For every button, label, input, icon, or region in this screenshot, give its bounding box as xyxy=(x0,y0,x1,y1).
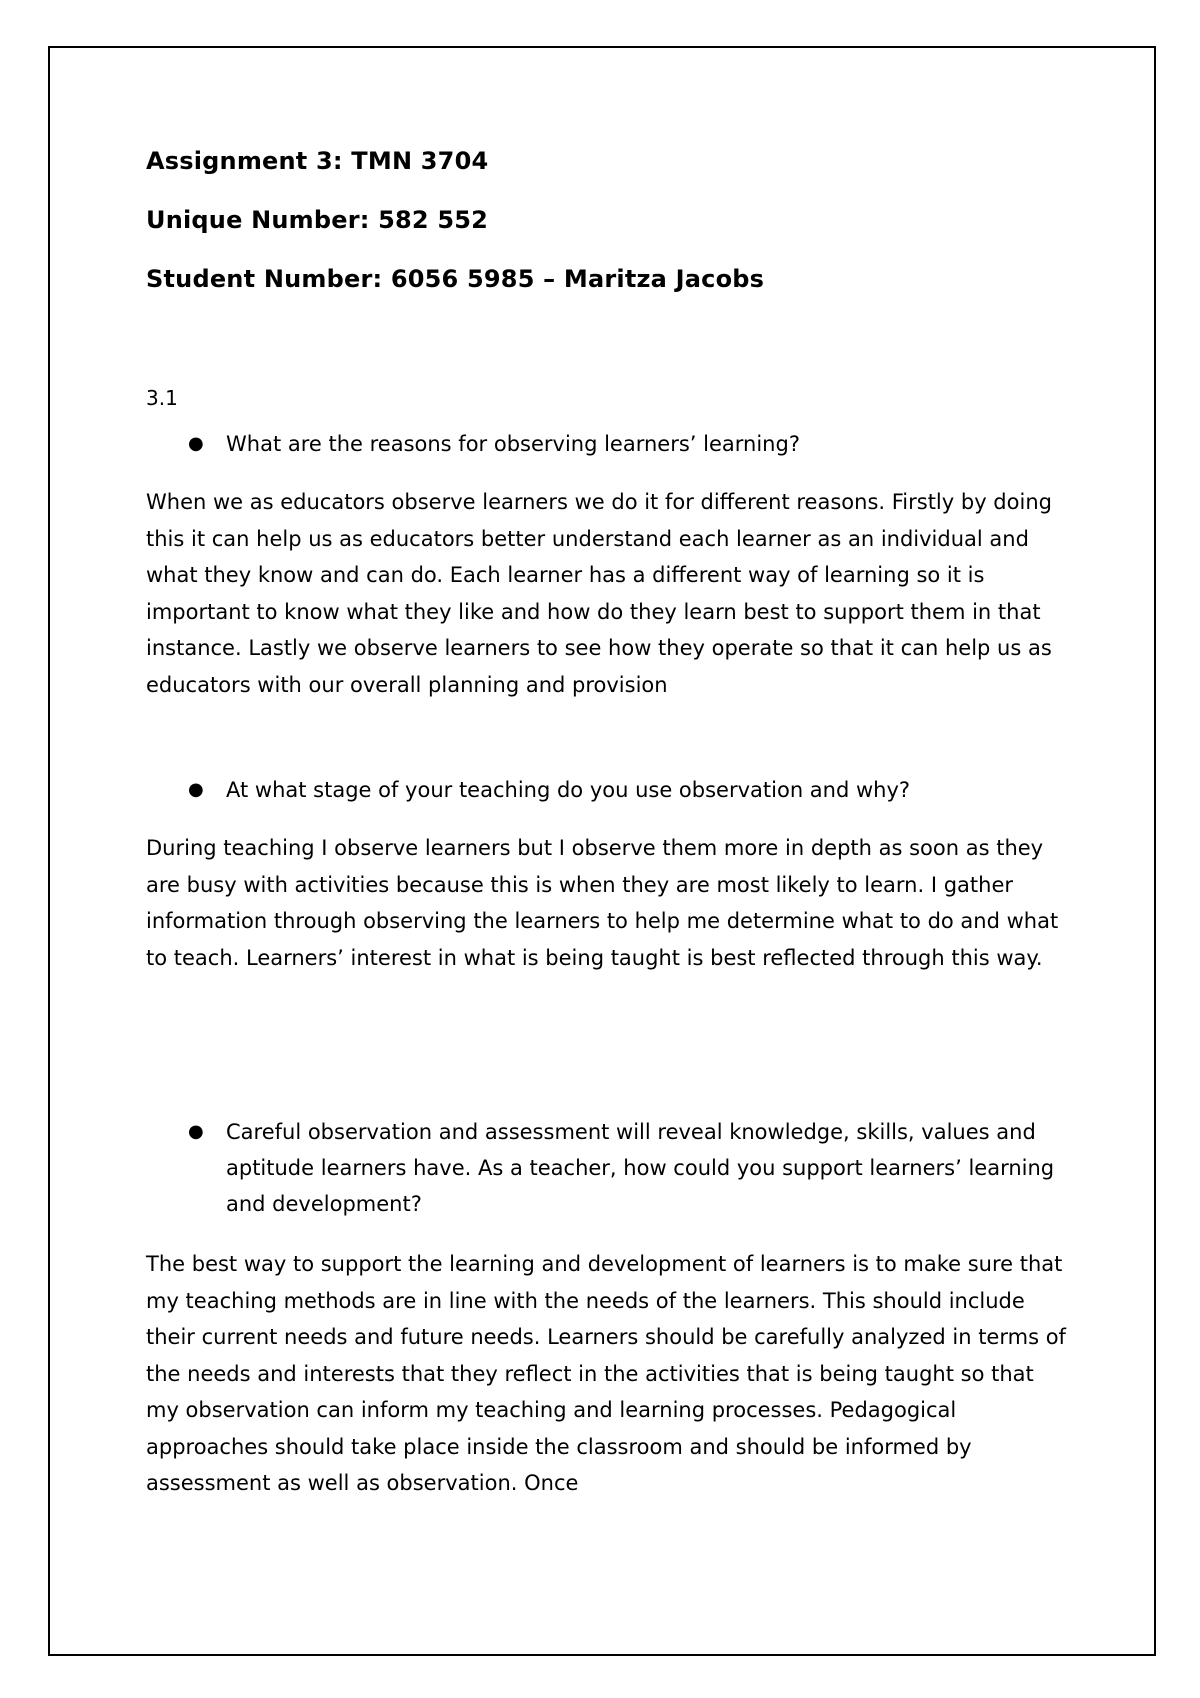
answer-2: During teaching I observe learners but I observe them more in depth as soon as they are busy with activities because this is when they are most likely to learn. I gather information through observing the learners to help me determine what to do and what to teach. Learners’ interest in what is being taught is best reflected through this way. xyxy=(146,836,1059,970)
question-3-text: Careful observation and assessment will reveal knowledge, skills, values and aptitude learners have. As a teacher, how could you support learners’ learning and development? xyxy=(226,1120,1055,1216)
question-2 xyxy=(188,772,1076,808)
question-1-text: What are the reasons for observing learners’ learning? xyxy=(226,432,800,456)
bullet-icon: ● xyxy=(188,1121,204,1142)
student-number: Student Number: 6056 5985 – Maritza Jacobs xyxy=(146,265,765,293)
answer-1: When we as educators observe learners we do it for different reasons. Firstly by doing this it can help us as educators better understand each learner as an individual and what they know and can do. Each learner has a different way of learning so it is important to know what they like and how do they learn best to support them in that instance. Lastly we observe learners to see how they operate so that it can help us as educators with our overall planning and provision xyxy=(146,490,1052,697)
bullet-icon: ● xyxy=(188,779,204,800)
unique-number: Unique Number: 582 552 xyxy=(146,206,489,234)
assignment-title: Assignment 3: TMN 3704 xyxy=(146,147,489,175)
document-content xyxy=(146,146,1076,1495)
question-2-text: At what stage of your teaching do you use observation and why? xyxy=(226,778,911,802)
section-number: 3.1 xyxy=(146,386,178,410)
answer-3: The best way to support the learning and development of learners is to make sure that my teaching methods are in line with the needs of the learners. This should include their current needs and future needs. Learners should be carefully analyzed in terms of the needs and interests that they reflect in the activities that is being taught so that my observation can inform my teaching and learning processes. Pedagogical approaches should take place inside the classroom and should be informed by assessment as well as observation. Once xyxy=(146,1252,1066,1495)
bullet-icon: ● xyxy=(188,433,204,454)
question-3 xyxy=(188,1114,1076,1222)
question-1 xyxy=(188,426,1076,462)
